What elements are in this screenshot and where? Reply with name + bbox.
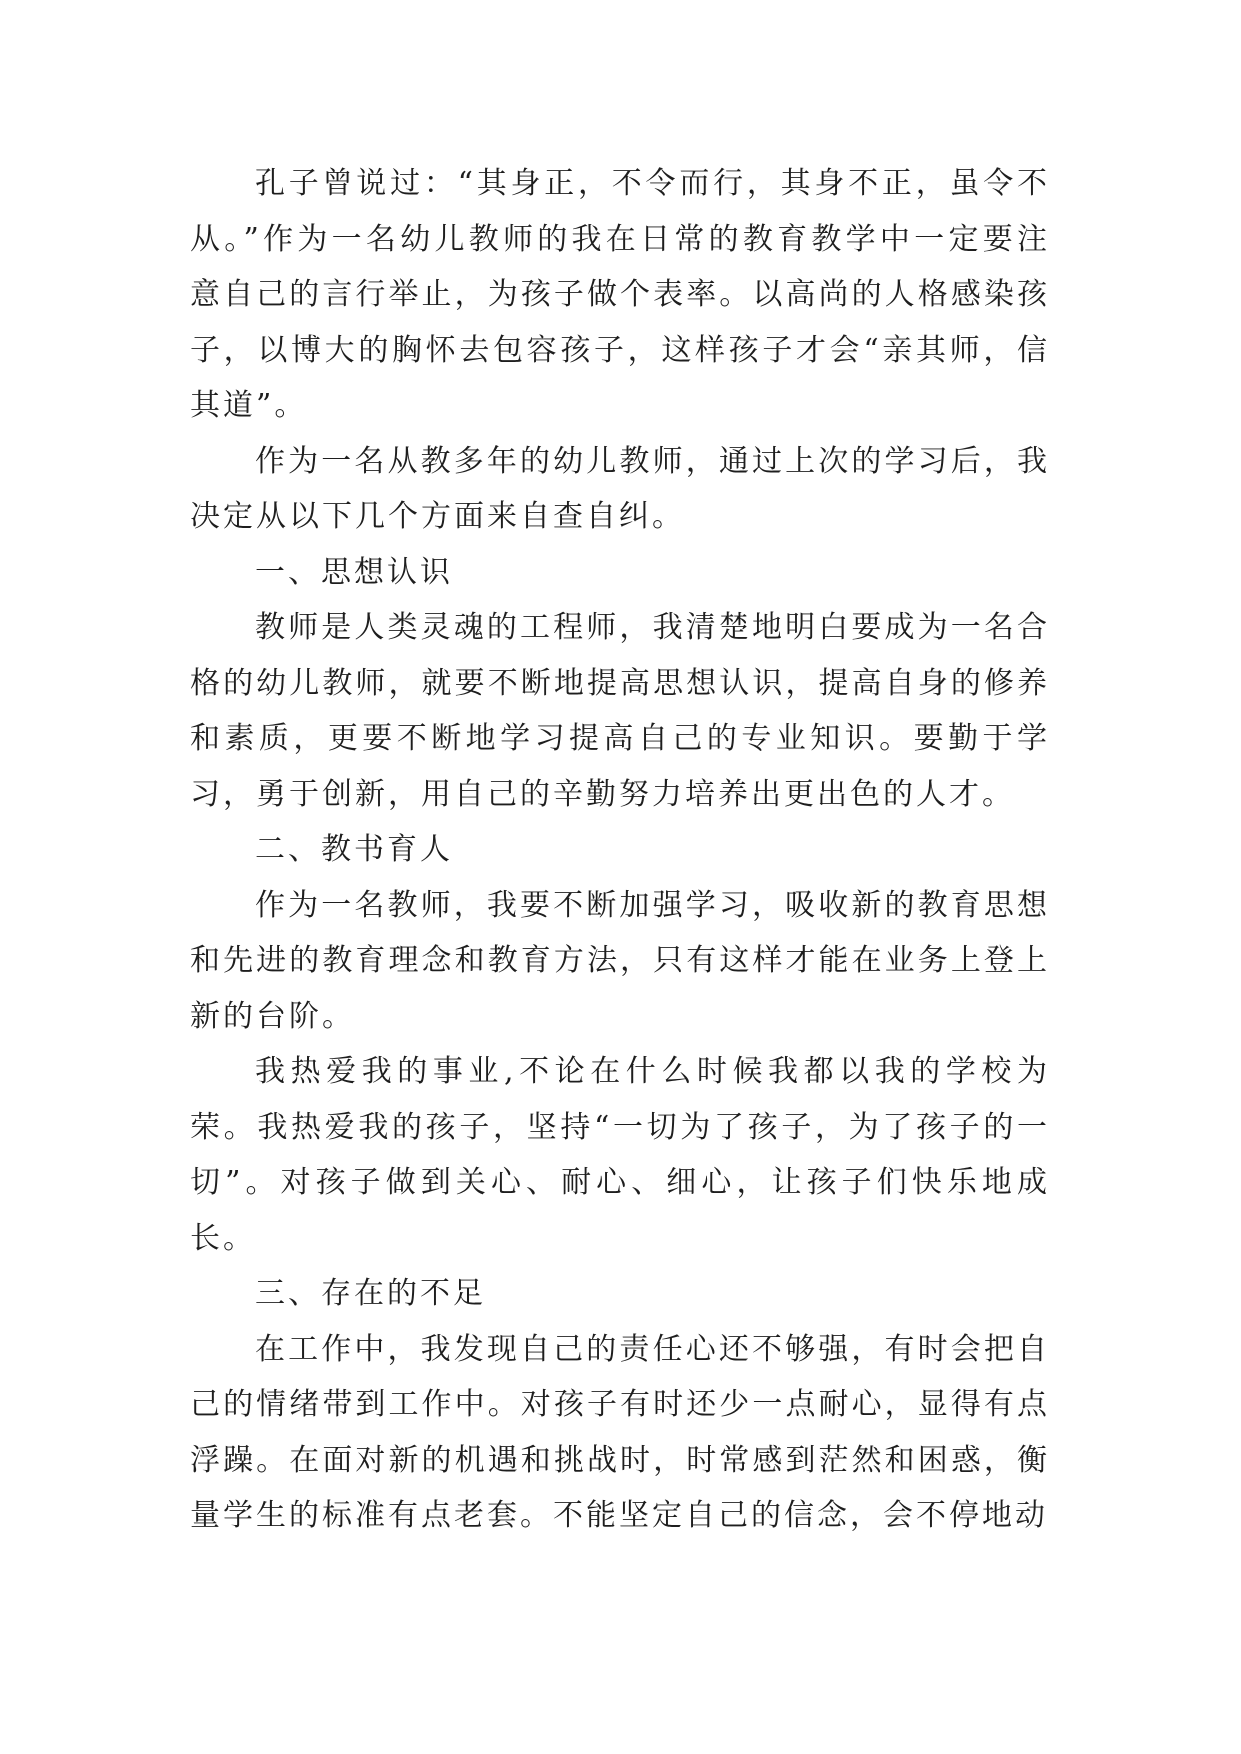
document-body bbox=[190, 156, 1050, 1544]
section-heading-teaching: 二、教书育人 bbox=[255, 832, 453, 867]
paragraph-confucius-quote: 孔子曾说过：“其身正，不令而行，其身不正，虽令不从。”作为一名幼儿教师的我在日常的教育教学中一定要注意自己的言行举止，为孩子做个表率。以高尚的人格感染孩子，以博大的胸怀去包容孩子，这样孩子才会“亲其师，信其道”。 bbox=[190, 166, 1050, 423]
paragraph-self-check-intro: 作为一名从教多年的幼儿教师，通过上次的学习后，我决定从以下几个方面来自查自纠。 bbox=[190, 443, 1050, 534]
paragraph-shortcomings: 在工作中，我发现自己的责任心还不够强，有时会把自己的情绪带到工作中。对孩子有时还少一点耐心，显得有点浮躁。在面对新的机遇和挑战时，时常感到茫然和困惑，衡量学生的标准有点老套。不能坚定自己的信念，会不停地动 bbox=[190, 1331, 1050, 1533]
paragraph-teaching-learning: 作为一名教师，我要不断加强学习，吸收新的教育思想和先进的教育理念和教育方法，只有这样才能在业务上登上新的台阶。 bbox=[190, 887, 1050, 1034]
paragraph-thinking: 教师是人类灵魂的工程师，我清楚地明白要成为一名合格的幼儿教师，就要不断地提高思想认识，提高自身的修养和素质，更要不断地学习提高自己的专业知识。要勤于学习，勇于创新，用自己的辛勤努力培养出更出色的人才。 bbox=[190, 610, 1050, 812]
section-heading-shortcomings: 三、存在的不足 bbox=[255, 1276, 486, 1311]
paragraph-teaching-love: 我热爱我的事业,不论在什么时候我都以我的学校为荣。我热爱我的孩子，坚持“一切为了孩子，为了孩子的一切”。对孩子做到关心、耐心、细心，让孩子们快乐地成长。 bbox=[190, 1054, 1050, 1256]
section-heading-thinking: 一、思想认识 bbox=[255, 554, 453, 590]
